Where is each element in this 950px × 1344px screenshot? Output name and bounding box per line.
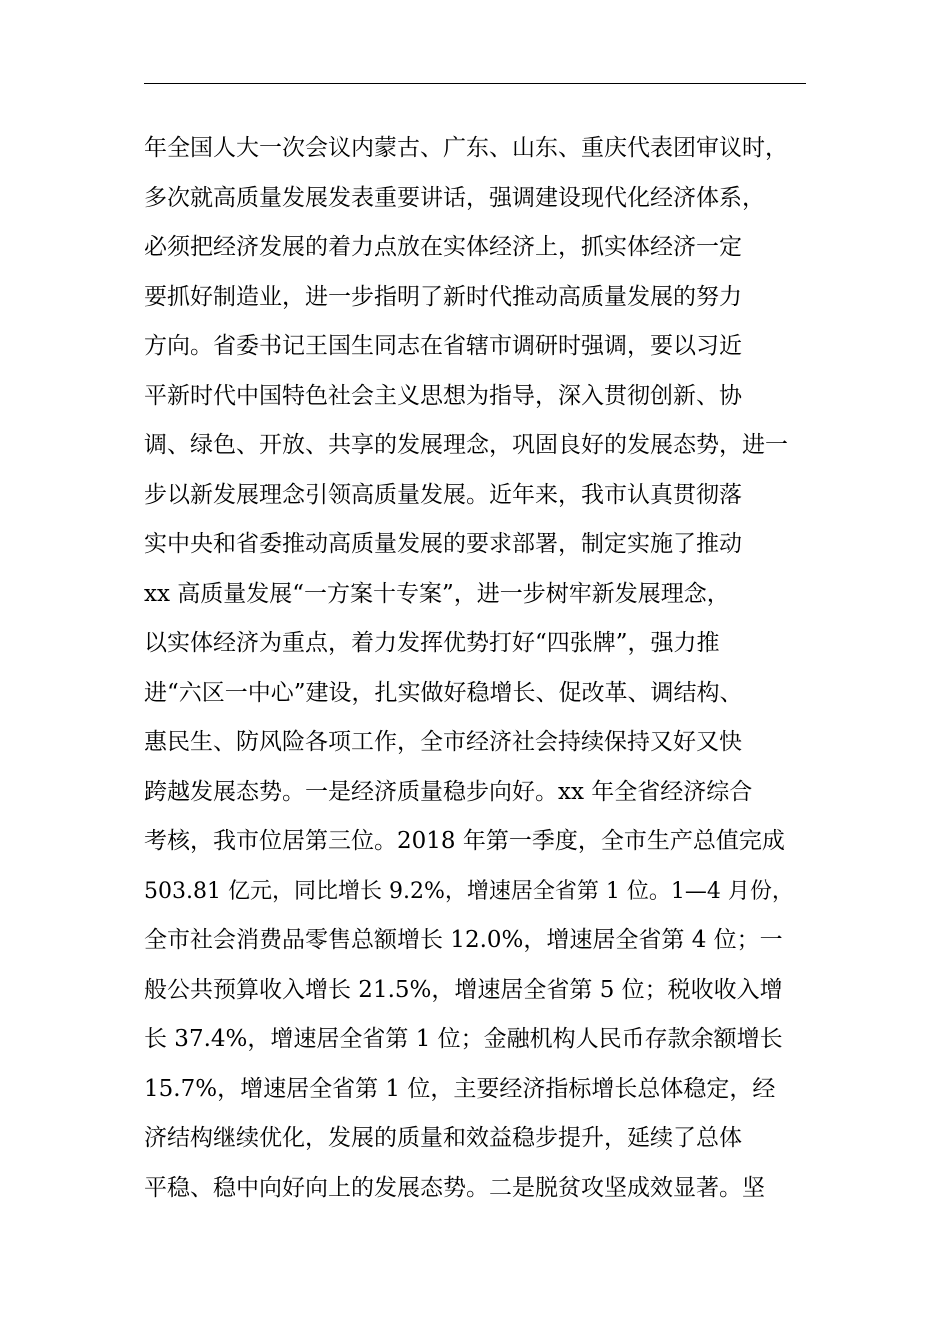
text-line: 15.7%，增速居全省第 1 位，主要经济指标增长总体稳定，经 — [144, 1075, 776, 1102]
text-line: 跨越发展态势。一是经济质量稳步向好。xx 年全省经济综合 — [144, 778, 753, 805]
text-line: 必须把经济发展的着力点放在实体经济上，抓实体经济一定 — [144, 234, 742, 260]
text-line: 全市社会消费品零售总额增长 12.0%，增速居全省第 4 位；一 — [144, 927, 783, 953]
text-line: 503.81 亿元，同比增长 9.2%，增速居全省第 1 位。1—4 月份， — [144, 878, 794, 904]
header-rule — [144, 83, 806, 84]
text-line: 惠民生、防风险各项工作，全市经济社会持续保持又好又快 — [144, 729, 742, 755]
text-line: 方向。省委书记王国生同志在省辖市调研时强调，要以习近 — [144, 333, 742, 359]
text-line: 调、绿色、开放、共享的发展理念，巩固良好的发展态势，进一 — [144, 432, 788, 458]
text-line: 实中央和省委推动高质量发展的要求部署，制定实施了推动 — [144, 531, 742, 557]
text-line: xx 高质量发展“一方案十专案”，进一步树牢新发展理念， — [144, 580, 730, 607]
text-line: 年全国人大一次会议内蒙古、广东、山东、重庆代表团审议时， — [144, 135, 788, 161]
text-line: 以实体经济为重点，着力发挥优势打好“四张牌”，强力推 — [144, 630, 720, 656]
text-line: 多次就高质量发展发表重要讲话，强调建设现代化经济体系， — [144, 184, 765, 211]
text-line: 般公共预算收入增长 21.5%，增速居全省第 5 位；税收收入增 — [144, 976, 783, 1003]
text-line: 进“六区一中心”建设，扎实做好稳增长、促改革、调结构、 — [144, 679, 743, 706]
text-line: 步以新发展理念引领高质量发展。近年来，我市认真贯彻落 — [144, 481, 742, 508]
text-line: 济结构继续优化，发展的质量和效益稳步提升，延续了总体 — [144, 1125, 742, 1151]
text-line: 平新时代中国特色社会主义思想为指导，深入贯彻创新、协 — [144, 382, 742, 409]
text-line: 要抓好制造业，进一步指明了新时代推动高质量发展的努力 — [144, 283, 742, 310]
text-line: 长 37.4%，增速居全省第 1 位；金融机构人民币存款余额增长 — [144, 1026, 783, 1052]
text-line: 平稳、稳中向好向上的发展态势。二是脱贫攻坚成效显著。坚 — [144, 1174, 765, 1201]
text-line: 考核，我市位居第三位。2018 年第一季度，全市生产总值完成 — [144, 828, 785, 854]
document-body — [144, 124, 806, 1213]
